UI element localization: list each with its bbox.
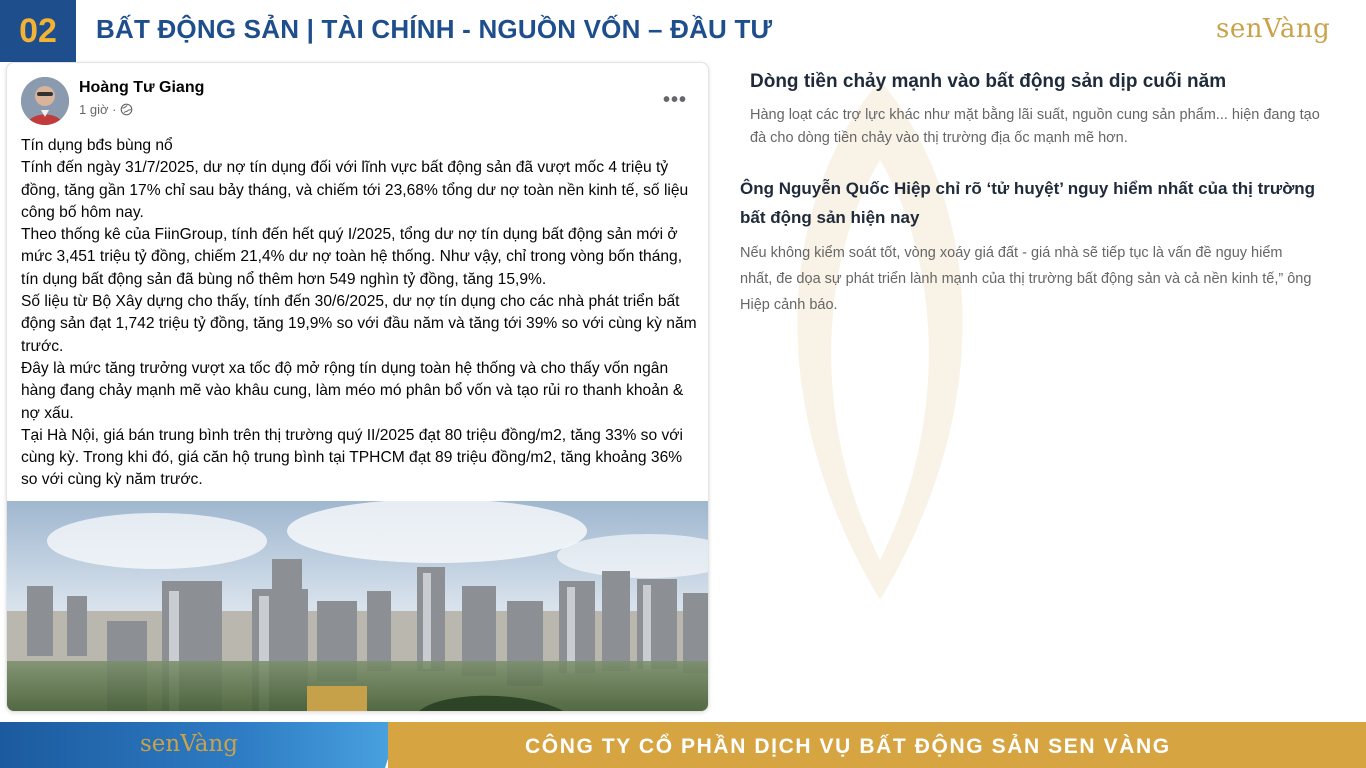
facebook-post	[6, 62, 709, 712]
logo-text: senVàng	[1216, 14, 1331, 44]
avatar[interactable]	[21, 77, 69, 125]
company-name: CÔNG TY CỔ PHẦN DỊCH VỤ BẤT ĐỘNG SẢN SEN VÀNG	[525, 735, 1171, 758]
globe-icon	[120, 103, 133, 116]
post-time[interactable]: 1 giờ ·	[79, 102, 117, 117]
slide-number: 02	[0, 0, 76, 62]
post-paragraph: Tín dụng bđs bùng nổ	[21, 137, 173, 154]
post-header	[21, 75, 701, 127]
footer-logo: senVàng	[140, 731, 238, 757]
post-meta	[79, 102, 133, 117]
post-author[interactable]: Hoàng Tư Giang	[79, 79, 205, 96]
post-paragraph: Theo thống kê của FiinGroup, tính đến hết quý I/2025, tổng dư nợ tín dụng bất động sản mới ở mức 3,451 triệu tỷ đồng, chiếm 21,4% dư nợ toàn hệ thống. Như vậy, chỉ trong vòng bốn tháng, tín dụng bất động sản đã bùng nổ thêm hơn 549 nghìn tỷ đồng, tăng 15,9%.	[21, 226, 683, 288]
news-summary: Hàng loạt các trợ lực khác như mặt bằng lãi suất, nguồn cung sản phẩm... hiện đang tạo đà cho dòng tiền chảy vào thị trường địa ốc mạnh mẽ hơn.	[750, 107, 1320, 146]
news-summary: Nếu không kiểm soát tốt, vòng xoáy giá đất - giá nhà sẽ tiếp tục là vấn đề nguy hiểm nhất, đe dọa sự phát triển lành mạnh của thị trường bất động sản và cả nền kinh tế,” ông Hiệp cảnh báo.	[740, 245, 1312, 313]
footer	[0, 722, 1366, 768]
city-skyline-image[interactable]	[7, 501, 709, 712]
post-paragraph: Tính đến ngày 31/7/2025, dư nợ tín dụng đối với lĩnh vực bất động sản đã vượt mốc 4 triệu tỷ đồng, tăng gần 17% chỉ sau bảy tháng, và chiếm tới 23,68% tổng dư nợ toàn nền kinh tế, số liệu công bố hôm nay.	[21, 159, 689, 221]
slide-title: BẤT ĐỘNG SẢN | TÀI CHÍNH - NGUỒN VỐN – ĐẦU TƯ	[96, 14, 773, 44]
post-paragraph: Số liệu từ Bộ Xây dựng cho thấy, tính đến 30/6/2025, dư nợ tín dụng cho các nhà phát triển bất động sản đạt 1,742 triệu tỷ đồng, tăng 19,9% so với đầu năm và tăng tới 39% so với cùng kỳ năm trước.	[21, 293, 697, 355]
news-title[interactable]: Ông Nguyễn Quốc Hiệp chỉ rõ ‘tử huyệt’ nguy hiểm nhất của thị trường bất động sản hiện nay	[740, 179, 1316, 227]
sen-vang-logo	[1216, 8, 1358, 50]
post-body	[21, 135, 697, 492]
post-paragraph: Đây là mức tăng trưởng vượt xa tốc độ mở rộng tín dụng toàn hệ thống và cho thấy vốn ngân hàng đang chảy mạnh mẽ vào khâu cung, làm méo mó phân bổ vốn và tạo rủi ro thanh khoản & nợ xấu.	[21, 359, 684, 422]
news-title[interactable]: Dòng tiền chảy mạnh vào bất động sản dịp cuối năm	[750, 71, 1227, 92]
more-options-icon[interactable]: •••	[662, 89, 687, 111]
post-paragraph: Tại Hà Nội, giá bán trung bình trên thị trường quý II/2025 đạt 80 triệu đồng/m2, tăng 33% so với cùng kỳ. Trong khi đó, giá căn hộ trung bình tại TPHCM đạt 89 triệu đồng/m2, tăng khoảng 36% so với cùng kỳ năm trước.	[21, 426, 683, 489]
